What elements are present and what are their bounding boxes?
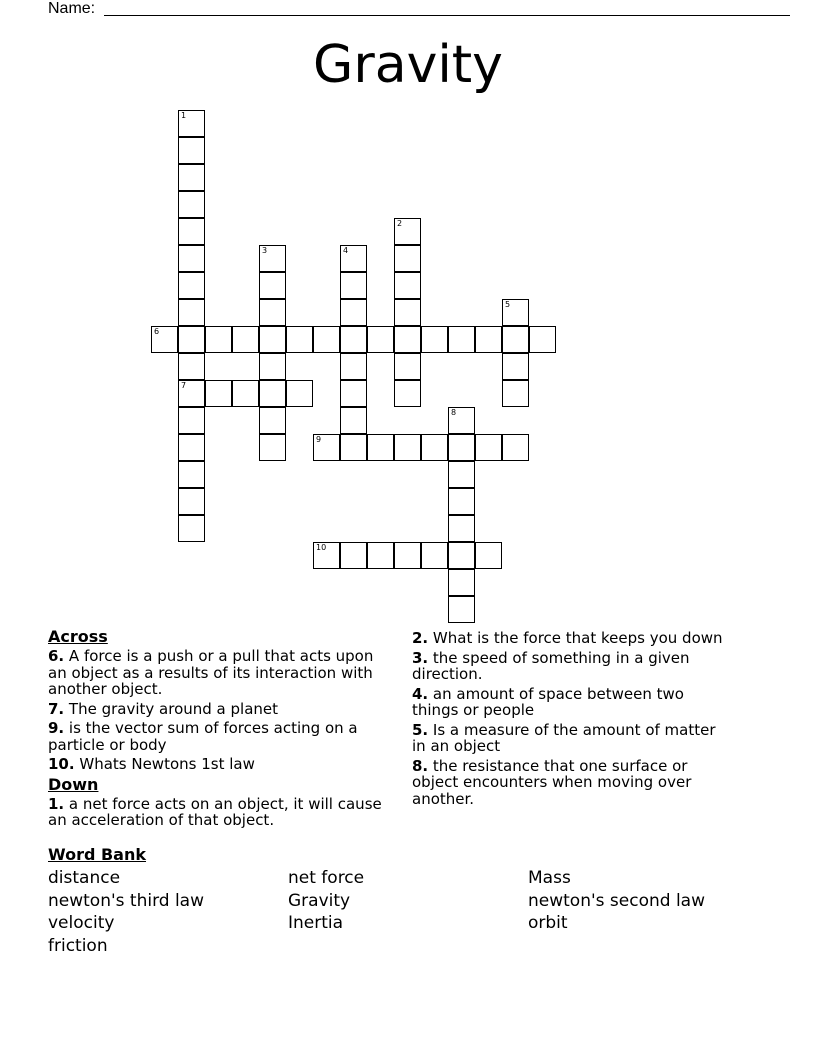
clue-number: 10 (316, 543, 327, 552)
crossword-cell[interactable] (421, 542, 448, 569)
crossword-cell[interactable] (178, 110, 205, 137)
crossword-cell[interactable] (421, 326, 448, 353)
crossword-cell[interactable] (259, 353, 286, 380)
clues-left-column (48, 628, 388, 832)
crossword-cell[interactable] (340, 353, 367, 380)
down-clue: 3. the speed of something in a given direction. (412, 648, 690, 683)
crossword-cell[interactable] (448, 461, 475, 488)
crossword-cell[interactable] (178, 272, 205, 299)
across-clue: 10. Whats Newtons 1st law (48, 755, 255, 773)
word-bank-item: Gravity (288, 891, 351, 911)
crossword-cell[interactable] (205, 380, 232, 407)
crossword-cell[interactable] (313, 542, 340, 569)
crossword-cell[interactable] (178, 218, 205, 245)
clue-number: 2 (397, 219, 403, 228)
crossword-cell[interactable] (475, 326, 502, 353)
crossword-cell[interactable] (232, 380, 259, 407)
crossword-cell[interactable] (340, 407, 367, 434)
crossword-cell[interactable] (259, 272, 286, 299)
crossword-cell[interactable] (340, 380, 367, 407)
crossword-cell[interactable] (178, 488, 205, 515)
word-bank-item: velocity (48, 913, 115, 933)
crossword-cell[interactable] (259, 380, 286, 407)
down-clue: 1. a net force acts on an object, it will cause an acceleration of that object. (48, 794, 382, 829)
clue-number: 3 (262, 246, 268, 255)
crossword-cell[interactable] (313, 434, 340, 461)
crossword-cell[interactable] (394, 542, 421, 569)
clue-number: 6 (154, 327, 160, 336)
clue-number: 9 (316, 435, 322, 444)
crossword-cell[interactable] (421, 434, 448, 461)
word-bank-item: distance (48, 868, 121, 888)
word-bank-heading: Word Bank (48, 845, 147, 864)
crossword-cell[interactable] (286, 380, 313, 407)
crossword-cell[interactable] (178, 299, 205, 326)
across-clue: 7. The gravity around a planet (48, 699, 279, 718)
across-heading: Across (48, 627, 108, 646)
crossword-cell[interactable] (502, 326, 529, 353)
crossword-cell[interactable] (178, 137, 205, 164)
crossword-cell[interactable] (367, 434, 394, 461)
word-bank-item: orbit (528, 913, 568, 933)
word-bank-item: newton's second law (528, 891, 705, 911)
crossword-cell[interactable] (259, 245, 286, 272)
crossword-cell[interactable] (340, 272, 367, 299)
crossword-cell[interactable] (502, 380, 529, 407)
clues-right-column (412, 630, 732, 810)
crossword-cell[interactable] (340, 326, 367, 353)
name-label: Name: (48, 0, 96, 17)
page-title: Gravity (313, 35, 503, 95)
crossword-cell[interactable] (205, 326, 232, 353)
crossword-cell[interactable] (178, 353, 205, 380)
crossword-cell[interactable] (394, 380, 421, 407)
crossword-cell[interactable] (178, 407, 205, 434)
crossword-cell[interactable] (502, 299, 529, 326)
crossword-cell[interactable] (151, 326, 178, 353)
crossword-cell[interactable] (178, 461, 205, 488)
across-clue: 6. A force is a push or a pull that acts upon an object as a results of its interaction with another object. (48, 647, 374, 698)
crossword-cell[interactable] (448, 596, 475, 623)
crossword-cell[interactable] (394, 272, 421, 299)
crossword-cell[interactable] (448, 515, 475, 542)
down-clue: 8. the resistance that one surface or object encounters when moving over another. (412, 756, 692, 808)
crossword-cell[interactable] (178, 515, 205, 542)
crossword-cell[interactable] (448, 542, 475, 569)
crossword-cell[interactable] (394, 326, 421, 353)
crossword-cell[interactable] (448, 488, 475, 515)
crossword-cell[interactable] (313, 326, 340, 353)
crossword-cell[interactable] (259, 299, 286, 326)
crossword-cell[interactable] (502, 434, 529, 461)
crossword-cell[interactable] (448, 569, 475, 596)
crossword-cell[interactable] (178, 245, 205, 272)
crossword-cell[interactable] (340, 434, 367, 461)
down-clue: 5. Is a measure of the amount of matter in an object (412, 720, 716, 755)
word-bank-item: friction (48, 936, 108, 956)
crossword-cell[interactable] (178, 380, 205, 407)
crossword-cell[interactable] (178, 326, 205, 353)
crossword-cell[interactable] (394, 434, 421, 461)
down-clue: 4. an amount of space between two things or people (412, 684, 684, 719)
crossword-cell[interactable] (394, 218, 421, 245)
crossword-cell[interactable] (259, 407, 286, 434)
crossword-cell[interactable] (394, 353, 421, 380)
crossword-cell[interactable] (367, 542, 394, 569)
crossword-cell[interactable] (340, 542, 367, 569)
crossword-cell[interactable] (232, 326, 259, 353)
down-clue: 2. What is the force that keeps you down (412, 629, 723, 647)
crossword-cell[interactable] (448, 326, 475, 353)
clue-number: 7 (181, 381, 187, 390)
crossword-cell[interactable] (529, 326, 556, 353)
word-bank-item: newton's third law (48, 891, 205, 911)
clue-number: 8 (451, 408, 457, 417)
crossword-cell[interactable] (340, 245, 367, 272)
word-bank-item: Inertia (288, 913, 344, 933)
clue-number: 5 (505, 300, 511, 309)
crossword-cell[interactable] (394, 245, 421, 272)
crossword-cell[interactable] (286, 326, 313, 353)
crossword-cell[interactable] (394, 299, 421, 326)
crossword-cell[interactable] (475, 542, 502, 569)
crossword-cell[interactable] (340, 299, 367, 326)
word-bank-item: net force (288, 868, 365, 888)
crossword-cell[interactable] (448, 407, 475, 434)
word-bank-item: Mass (528, 868, 571, 888)
down-heading: Down (48, 774, 99, 794)
crossword-cell[interactable] (367, 326, 394, 353)
clue-number: 4 (343, 246, 349, 255)
across-clue: 9. is the vector sum of forces acting on a particle or body (48, 719, 358, 754)
crossword-cell[interactable] (178, 434, 205, 461)
crossword-cell[interactable] (259, 326, 286, 353)
crossword-cell[interactable] (448, 434, 475, 461)
crossword-cell[interactable] (475, 434, 502, 461)
crossword-cell[interactable] (502, 353, 529, 380)
clue-number: 1 (181, 111, 187, 120)
crossword-cell[interactable] (259, 434, 286, 461)
crossword-cell[interactable] (178, 164, 205, 191)
crossword-cell[interactable] (178, 191, 205, 218)
